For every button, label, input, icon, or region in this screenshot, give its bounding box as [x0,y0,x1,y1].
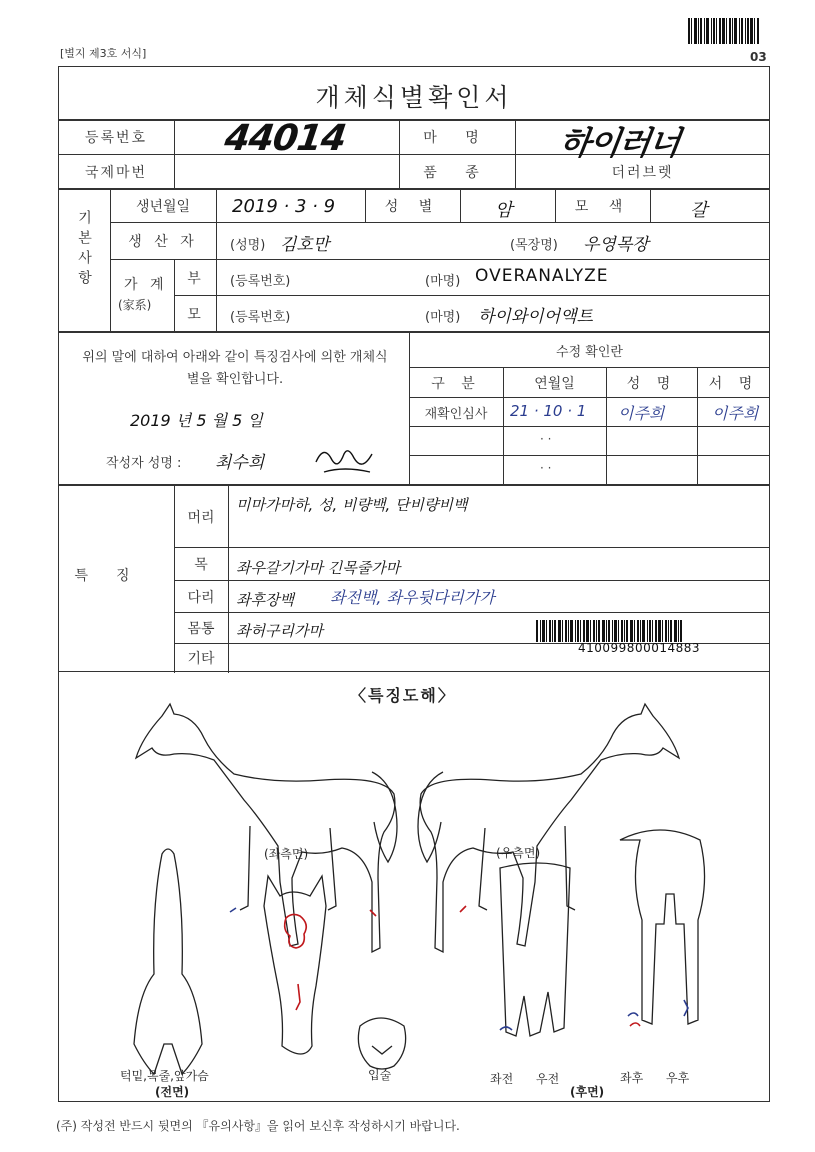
reg-no-value: 44014 [222,118,349,159]
revision-header-kind: 구 분 [431,375,481,392]
muzzle-label: 입술 [368,1068,392,1082]
feature-value-body: 좌허구리가마 [236,622,323,640]
diagram-frame [58,672,770,1102]
intl-no-label: 국제마번 [84,164,148,181]
breeder-name-prefix: (성명) [230,238,266,253]
features-barcode-number: 410099800014883 [578,641,701,655]
features-barcode [536,620,732,642]
revision-row-date: 21 · 10 · 1 [510,402,587,420]
revision-header-name: 성 명 [626,375,677,392]
dam-name-prefix: (마명) [425,310,461,325]
left-side-caption: (좌측면) [264,847,309,861]
revision-row-kind: 재확인심사 [424,406,488,422]
writer-signature [310,440,380,480]
sire-label: 부 [187,270,203,287]
left-hind-label: 좌후 [620,1071,644,1085]
feature-label-body: 몸통 [187,621,215,637]
page-number: 03 [750,50,767,64]
feature-value-neck: 좌우갈기가마 긴목줄가마 [236,559,401,577]
feature-label-neck: 목 [194,557,208,573]
revision-header-date: 연월일 [534,375,575,392]
feature-value-leg-added: 좌전백, 좌우뒷다리가가 [330,588,495,607]
features-section-label: 특징 [74,568,158,584]
feature-value-leg: 좌후장백 [236,591,294,609]
breed-value: 더러브렛 [611,164,674,181]
front-label: (전면) [155,1085,190,1099]
confirm-statement: 위의 말에 대하여 아래와 같이 특징검사에 의한 개체식별을 확인합니다. [82,350,388,387]
feature-label-head: 머리 [187,509,215,526]
dam-name: 하이와이어액트 [478,307,593,327]
sex-value: 암 [495,200,513,221]
right-side-caption: (우측면) [496,846,541,860]
color-label: 모 색 [574,199,631,215]
writer-label: 작성자 성명 : [106,456,182,471]
birth-label: 생년월일 [135,199,191,215]
sire-name-prefix: (마명) [425,274,461,289]
right-hind-label: 우후 [666,1071,690,1085]
horse-name-label: 마 명 [423,130,491,146]
pedigree-label: 가 계 [124,277,168,293]
footer-note: (주) 작성전 반드시 뒷면의 『유의사항』을 읽어 보신후 작성하시기 바랍니다. [56,1119,460,1133]
breeder-label: 생 산 자 [128,234,198,250]
left-front-label: 좌전 [490,1072,514,1086]
breeder-name-value: 김호만 [280,235,330,255]
revision-title: 수정 확인란 [556,344,623,360]
front-caption: 턱밑,목줄,앞가슴 [120,1069,209,1083]
color-value: 갈 [690,200,708,221]
sex-label: 성 별 [384,199,441,215]
feature-label-leg: 다리 [187,589,215,606]
dam-label: 모 [187,306,203,323]
reg-no-label: 등록번호 [84,130,148,146]
sire-reg-prefix: (등록번호) [230,274,291,289]
feature-value-head: 미마가마하, 성, 비량백, 단비량비백 [236,496,468,514]
basic-section-label: 기본사항 [76,210,92,290]
farm-value: 우영목장 [583,235,649,255]
revision-row-sign: 이주희 [712,404,759,423]
dam-reg-prefix: (등록번호) [230,310,291,325]
revision-row-date: · · [540,461,552,475]
top-barcode [688,18,773,44]
sire-name: OVERANALYZE [475,266,609,286]
writer-name: 최수희 [215,453,265,473]
feature-label-other: 기타 [187,651,215,667]
breed-label: 품 종 [423,164,491,181]
revision-header-sign: 서 명 [708,375,759,392]
horse-name-value: 하이러너 [557,124,683,162]
rear-label: (후면) [570,1085,605,1099]
document-title: 개체식별확인서 [315,83,513,112]
diagram-title: 〈특징도해〉 [350,686,456,705]
revision-row-name: 이주희 [618,404,665,423]
form-label: [별지 제3호 서식] [60,47,147,60]
pedigree-hanja: (家系) [118,298,152,312]
right-front-label: 우전 [536,1072,560,1086]
confirm-date: 2019 년 5 월 5 일 [130,411,263,430]
revision-row-date: · · [540,432,552,446]
farm-prefix: (목장명) [510,238,558,253]
birth-value: 2019 · 3 · 9 [232,196,336,217]
